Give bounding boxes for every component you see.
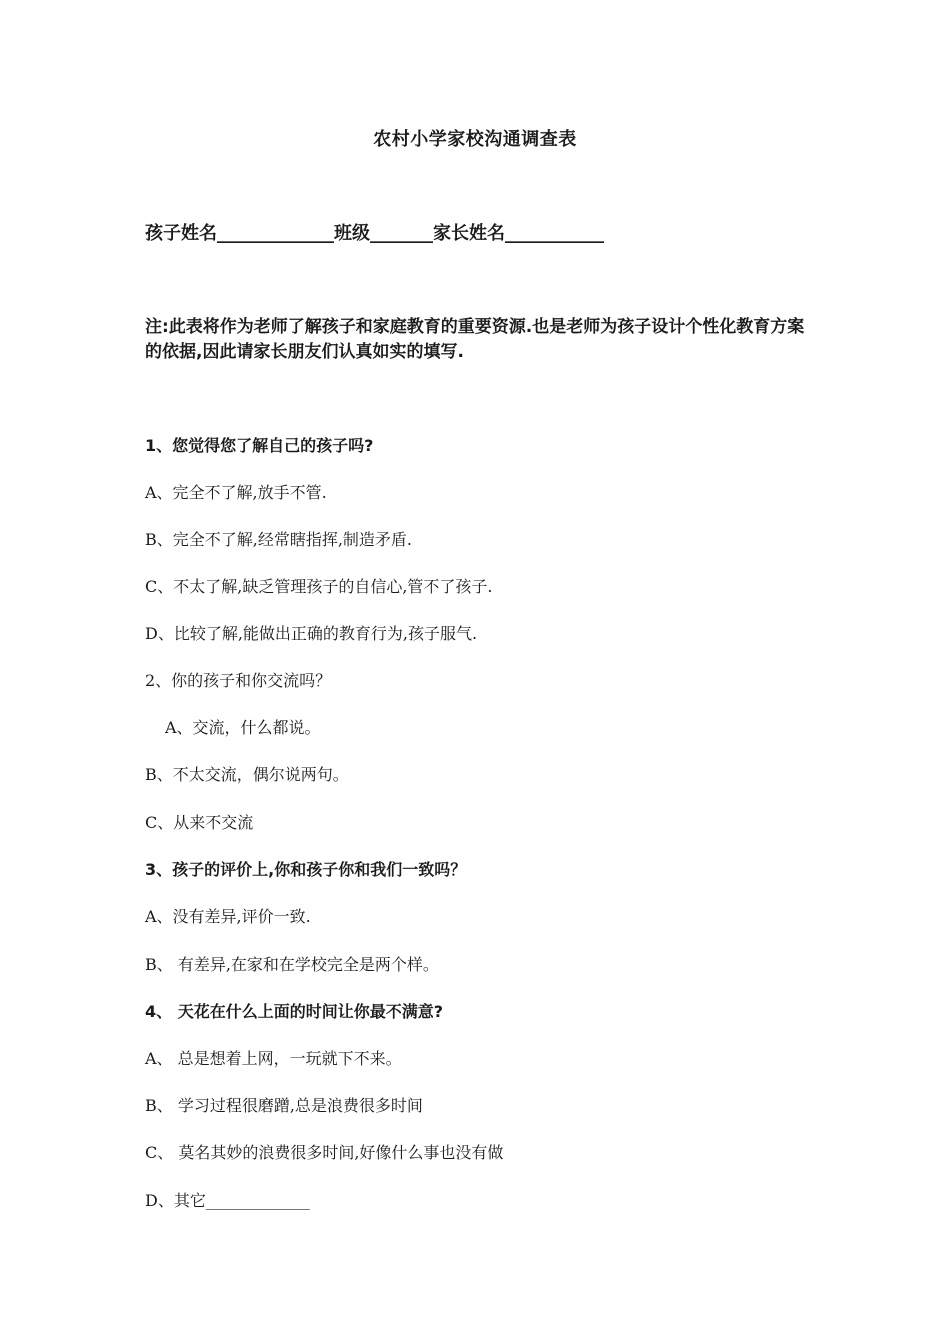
document-title: 农村小学家校沟通调查表 [373, 129, 577, 150]
question-3-option-b: B、 有差异,在家和在学校完全是两个样。 [145, 955, 439, 974]
question-2-option-c: C、从来不交流 [145, 813, 254, 832]
question-4-option-d: D、其它_____________ [145, 1191, 310, 1210]
question-1: 1、您觉得您了解自己的孩子吗? [145, 436, 374, 455]
question-2-option-a: A、交流，什么都说。 [165, 718, 321, 737]
question-4-option-a: A、 总是想着上网，一玩就下不来。 [145, 1049, 402, 1068]
question-1-option-a: A、完全不了解,放手不管. [145, 483, 327, 502]
question-2-option-b: B、不太交流，偶尔说两句。 [145, 765, 349, 784]
question-3-option-a: A、没有差异,评价一致. [145, 907, 311, 926]
question-1-option-c: C、不太了解,缺乏管理孩子的自信心,管不了孩子. [145, 577, 493, 596]
question-4: 4、 天花在什么上面的时间让你最不满意? [145, 1002, 443, 1021]
survey-note: 注:此表将作为老师了解孩子和家庭教育的重要资源.也是老师为孩子设计个性化教育方案的依据,因此请家长朋友们认真如实的填写. [145, 317, 805, 362]
question-3: 3、孩子的评价上,你和孩子你和我们一致吗？ [145, 860, 467, 879]
question-1-option-d: D、比较了解,能做出正确的教育行为,孩子服气. [145, 624, 478, 643]
question-4-option-b: B、 学习过程很磨蹭,总是浪费很多时间 [145, 1096, 423, 1115]
student-info-line: 孩子姓名_____________班级_______家长姓名___________ [145, 223, 604, 244]
question-4-option-c: C、 莫名其妙的浪费很多时间,好像什么事也没有做 [145, 1143, 504, 1162]
question-2: 2、你的孩子和你交流吗？ [145, 671, 332, 690]
question-1-option-b: B、完全不了解,经常瞎指挥,制造矛盾. [145, 530, 413, 549]
